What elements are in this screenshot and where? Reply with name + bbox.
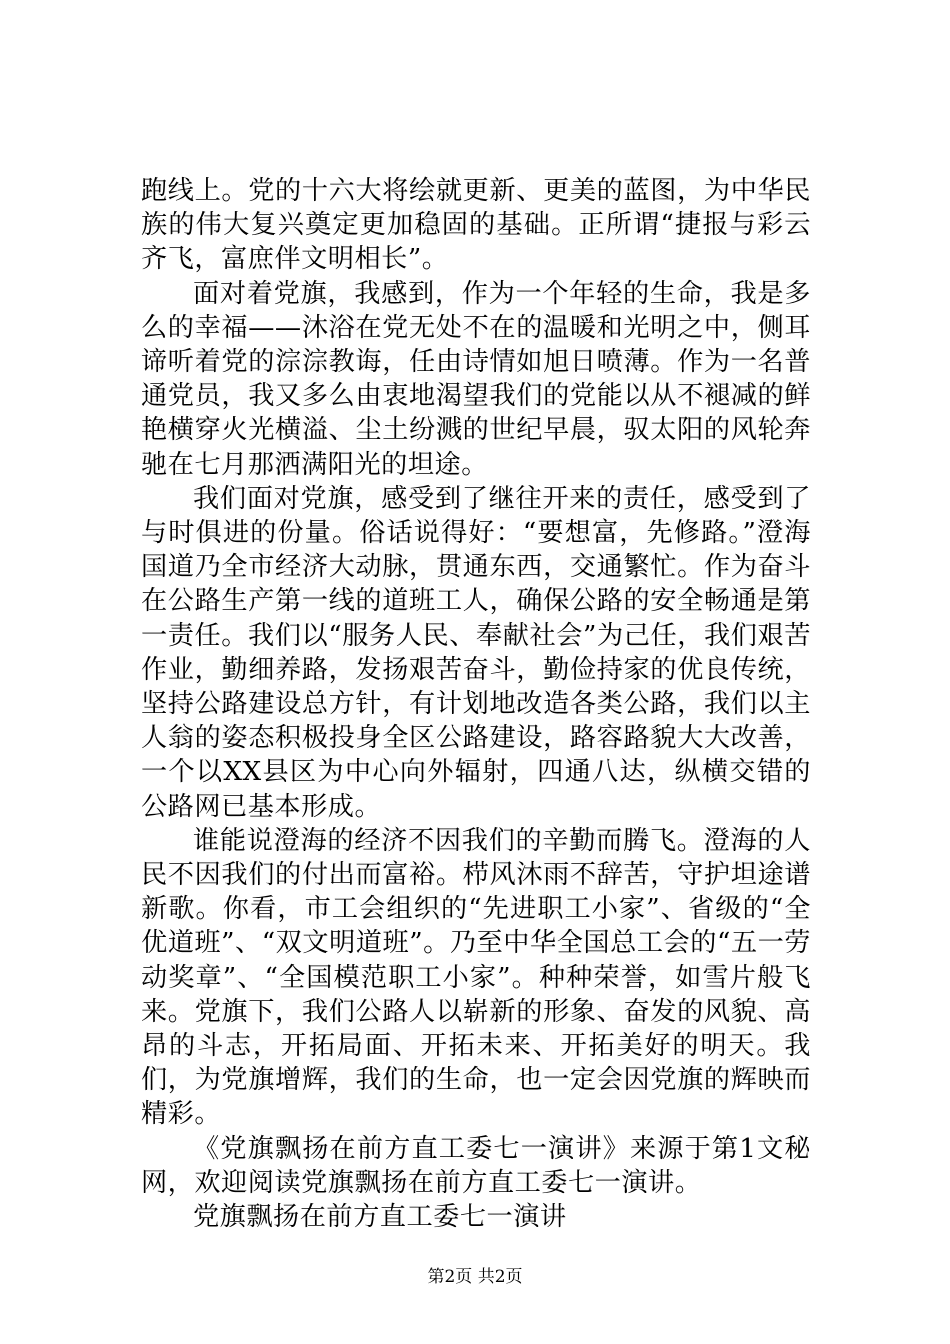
paragraph-6: 党旗飘扬在前方直工委七一演讲 <box>193 1202 567 1233</box>
paragraph-5: 《党旗飘扬在前方直工委七一演讲》来源于第1文秘网，欢迎阅读党旗飘扬在前方直工委七一演讲。 <box>141 1133 811 1198</box>
document-body <box>141 174 811 1234</box>
page-footer: 第2页 共2页 <box>427 1267 523 1287</box>
paragraph-2: 面对着党旗，我感到，作为一个年轻的生命，我是多么的幸福——沐浴在党无处不在的温暖和光明之中，侧耳谛听着党的淙淙教诲，任由诗情如旭日喷薄。作为一名普通党员，我又多么由衷地渴望我们的党能以从不褪减的鲜艳横穿火光横溢、尘土纷溅的世纪早晨，驭太阳的风轮奔驰在七月那洒满阳光的坦途。 <box>141 278 811 480</box>
paragraph-1: 跑线上。党的十六大将绘就更新、更美的蓝图，为中华民族的伟大复兴奠定更加稳固的基础。正所谓“捷报与彩云齐飞，富庶伴文明相长”。 <box>141 176 811 275</box>
paragraph-3: 我们面对党旗，感受到了继往开来的责任，感受到了与时俱进的份量。俗话说得好：“要想富，先修路。”澄海国道乃全市经济大动脉，贯通东西，交通繁忙。作为奋斗在公路生产第一线的道班工人，确保公路的安全畅通是第一责任。我们以“服务人民、奉献社会”为己任，我们艰苦作业，勤细养路，发扬艰苦奋斗，勤俭持家的优良传统，坚持公路建设总方针，有计划地改造各类公路，我们以主人翁的姿态积极投身全区公路建设，路容路貌大大改善，一个以XX县区为中心向外辐射，四通八达，纵横交错的公路网已基本形成。 <box>141 483 811 822</box>
paragraph-4: 谁能说澄海的经济不因我们的辛勤而腾飞。澄海的人民不因我们的付出而富裕。栉风沐雨不辞苦，守护坦途谱新歌。你看，市工会组织的“先进职工小家”、省级的“全优道班”、“双文明道班”。乃至中华全国总工会的“五一劳动奖章”、“全国模范职工小家”。种种荣誉，如雪片般飞来。党旗下，我们公路人以崭新的形象、奋发的风貌、高昂的斗志，开拓局面、开拓未来、开拓美好的明天。我们，为党旗增辉，我们的生命，也一定会因党旗的辉映而精彩。 <box>141 825 811 1130</box>
